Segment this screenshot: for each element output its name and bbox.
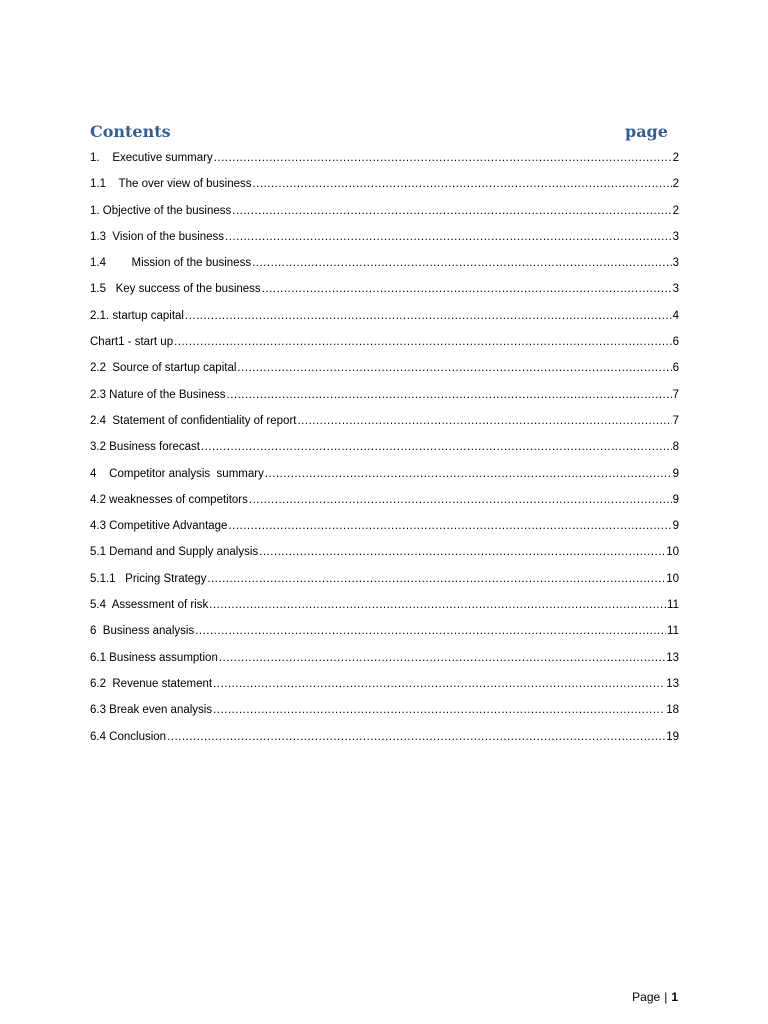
toc-entry-text: 1.5 Key success of the business (90, 283, 261, 296)
toc-entry[interactable] (90, 702, 679, 728)
toc-entry[interactable] (90, 623, 679, 649)
toc-entry[interactable] (90, 255, 679, 281)
toc-entry-page-number: 10 (666, 572, 679, 585)
toc-entry-text: 4 Competitor analysis summary (90, 467, 264, 480)
toc-dot-leader (265, 466, 672, 482)
toc-entry[interactable] (90, 650, 679, 676)
toc-entry-text: 1. Objective of the business (90, 204, 232, 217)
toc-entry-text: 4.2 weaknesses of competitors (90, 493, 248, 506)
toc-entry[interactable] (90, 387, 679, 413)
toc-entry-text: 5.1.1 Pricing Strategy (90, 572, 207, 585)
toc-dot-leader (213, 676, 665, 692)
toc-page-column-heading: page (625, 122, 668, 141)
toc-entry[interactable] (90, 518, 679, 544)
toc-entry[interactable] (90, 597, 679, 623)
toc-entry-page-number: 3 (672, 230, 679, 243)
toc-entry[interactable] (90, 676, 679, 702)
toc-entry-text: 6.4 Conclusion (90, 730, 167, 743)
toc-entry[interactable] (90, 308, 679, 334)
toc-entry-text: Chart1 - start up (90, 336, 174, 349)
toc-entry-text: 6.1 Business assumption (90, 651, 218, 664)
toc-entry-text: 5.1 Demand and Supply analysis (90, 546, 259, 559)
toc-entry-text: 6.2 Revenue statement (90, 677, 213, 690)
toc-entry[interactable] (90, 360, 679, 386)
footer-page-number: 1 (671, 990, 678, 1004)
toc-dot-leader (237, 360, 671, 376)
toc-dot-leader (262, 281, 672, 297)
toc-dot-leader (213, 702, 665, 718)
toc-entry-page-number: 2 (672, 152, 679, 164)
toc-entry-text: 6.3 Break even analysis (90, 704, 213, 717)
toc-entry-page-number: 7 (672, 388, 679, 401)
toc-entry-page-number: 13 (666, 677, 679, 690)
toc-entry[interactable] (90, 544, 679, 570)
toc-entry-page-number: 19 (666, 730, 679, 743)
toc-entry-text: 2.3 Nature of the Business (90, 388, 226, 401)
toc-entry-page-number: 9 (672, 467, 679, 480)
toc-entry-page-number: 3 (672, 257, 679, 270)
footer-separator: | (664, 990, 668, 1004)
toc-dot-leader (259, 544, 665, 560)
toc-dot-leader (209, 597, 666, 613)
toc-entry-page-number: 10 (666, 546, 679, 559)
toc-dot-leader (219, 650, 665, 666)
toc-entry-text: 2.1. startup capital (90, 309, 184, 322)
toc-dot-leader (207, 571, 665, 587)
toc-dot-leader (227, 387, 672, 403)
toc-dot-leader (297, 413, 671, 429)
toc-entry-text: 5.4 Assessment of risk (90, 599, 209, 612)
toc-entry-page-number: 9 (672, 493, 679, 506)
toc-entry[interactable] (90, 439, 679, 465)
toc-dot-leader (195, 623, 666, 639)
footer-page-label: Page (632, 990, 661, 1004)
toc-dot-leader (225, 229, 672, 245)
toc-list (90, 150, 679, 755)
toc-dot-leader (185, 308, 672, 324)
toc-entry-page-number: 4 (672, 309, 679, 322)
toc-dot-leader (201, 439, 672, 455)
toc-entry-text: 3.2 Business forecast (90, 441, 200, 454)
toc-entry[interactable] (90, 466, 679, 492)
toc-entry-text: 1.1 The over view of business (90, 178, 252, 191)
toc-entry-text: 2.2 Source of startup capital (90, 362, 237, 375)
toc-entry[interactable] (90, 281, 679, 307)
toc-dot-leader (174, 334, 672, 350)
toc-entry-page-number: 18 (666, 704, 679, 717)
toc-entry[interactable] (90, 729, 679, 755)
toc-entry-page-number: 8 (672, 441, 679, 454)
toc-entry[interactable] (90, 413, 679, 439)
toc-entry[interactable] (90, 176, 679, 202)
toc-entry-page-number: 3 (672, 283, 679, 296)
toc-entry-page-number: 2 (672, 178, 679, 191)
toc-entry-page-number: 9 (672, 520, 679, 533)
toc-entry-text: 1.3 Vision of the business (90, 230, 225, 243)
toc-entry-text: 1.4 Mission of the business (90, 257, 252, 270)
toc-entry-page-number: 13 (666, 651, 679, 664)
toc-dot-leader (228, 518, 671, 534)
toc-entry-page-number: 6 (672, 336, 679, 349)
toc-entry-text: 1. Executive summary (90, 152, 213, 164)
page-footer (632, 990, 678, 1004)
toc-entry[interactable] (90, 229, 679, 255)
toc-entry[interactable] (90, 571, 679, 597)
toc-dot-leader (249, 492, 672, 508)
toc-entry-text: 2.4 Statement of confidentiality of report (90, 414, 297, 427)
toc-dot-leader (253, 176, 672, 192)
toc-entry-page-number: 11 (667, 625, 679, 638)
toc-dot-leader (232, 203, 671, 219)
toc-entry[interactable] (90, 150, 679, 176)
toc-entry[interactable] (90, 492, 679, 518)
toc-dot-leader (167, 729, 665, 745)
toc-entry-page-number: 2 (672, 204, 679, 217)
toc-entry-text: 6 Business analysis (90, 625, 195, 638)
toc-header (90, 122, 670, 148)
toc-entry-page-number: 7 (672, 414, 679, 427)
toc-entry-text: 4.3 Competitive Advantage (90, 520, 228, 533)
toc-dot-leader (252, 255, 672, 271)
toc-entry[interactable] (90, 203, 679, 229)
toc-entry-page-number: 6 (672, 362, 679, 375)
toc-dot-leader (214, 150, 672, 166)
toc-title: Contents (90, 122, 171, 141)
toc-entry[interactable] (90, 334, 679, 360)
toc-entry-page-number: 11 (667, 599, 679, 612)
